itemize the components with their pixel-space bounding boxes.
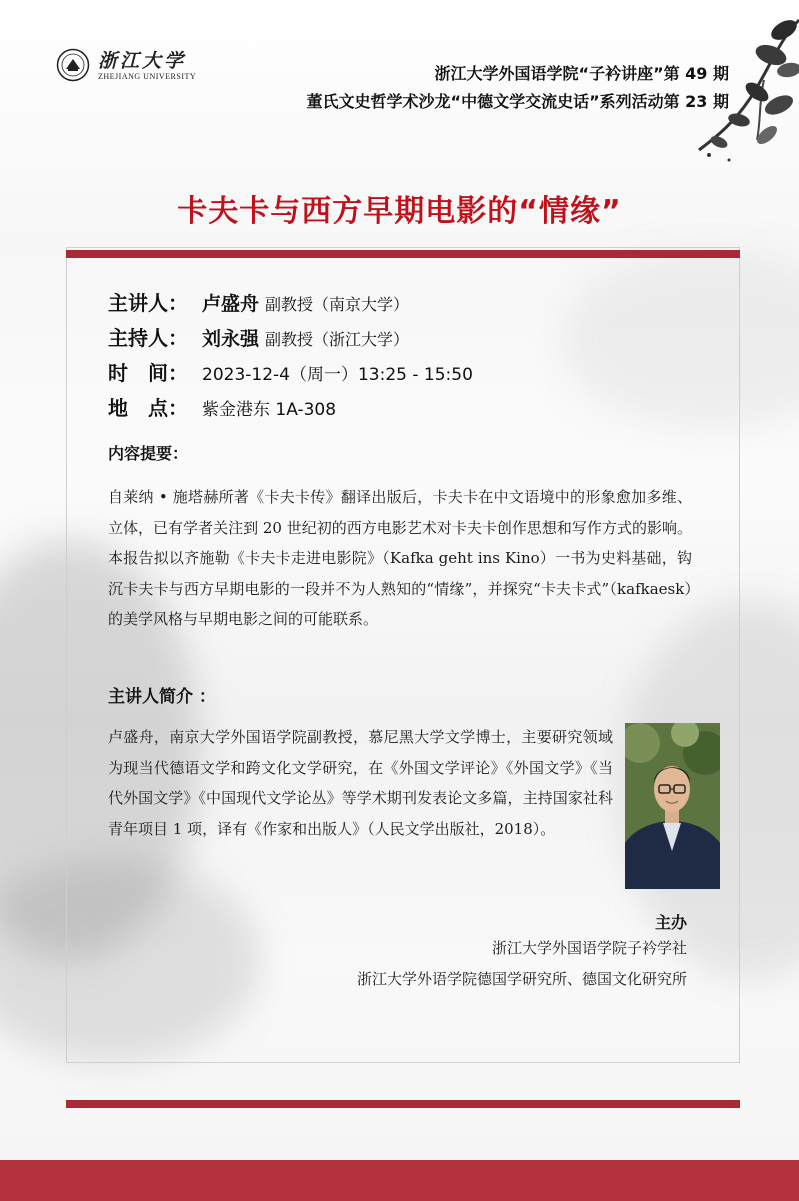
bottom-red-bar <box>66 1100 740 1108</box>
time-row <box>108 357 473 386</box>
speaker-label: 主讲人： <box>108 291 188 315</box>
zju-logo <box>56 48 196 82</box>
host-label: 主持人： <box>108 326 188 350</box>
university-seal-icon <box>56 48 90 82</box>
organizer-line-1: 浙江大学外国语学院子衿学社 <box>491 939 687 957</box>
time-value: 2023-12-4（周一）13:25 - 15:50 <box>202 365 473 385</box>
organizer-line-2: 浙江大学外语学院德国学研究所、德国文化研究所 <box>356 970 687 988</box>
series-line-2: 董氏文史哲学术沙龙“中德文学交流史话”系列活动第 23 期 <box>306 92 729 111</box>
abstract-text: 自莱纳 • 施塔赫所著《卡夫卡传》翻译出版后，卡夫卡在中文语境中的形象愈加多维、立体，已有学者关注到 20 世纪初的西方电影艺术对卡夫卡创作思想和写作方式的影响。本报告拟以齐施勒《卡夫卡走进电影院》（Kafka geht ins Kino）一书为史料基础，钩沉卡夫卡与西方早期电影的一段并不为人熟知的“情缘”，并探究“卡夫卡式”（kafkaesk）的美学风格与早期电影之间的可能联系。 <box>108 488 692 628</box>
place-label: 地 点： <box>108 396 188 420</box>
series-line-1: 浙江大学外国语学院“子衿讲座”第 49 期 <box>434 64 729 83</box>
time-label: 时 间： <box>108 361 188 385</box>
lecture-title: 卡夫卡与西方早期电影的“情缘” <box>177 194 622 229</box>
place-row <box>108 392 336 421</box>
speaker-photo <box>625 723 720 889</box>
speaker-title: 副教授（南京大学） <box>265 295 410 314</box>
speaker-name: 卢盛舟 <box>202 293 260 315</box>
abstract-heading: 内容提要： <box>108 444 189 463</box>
logo-name-en: ZHEJIANG UNIVERSITY <box>98 71 197 81</box>
host-title: 副教授（浙江大学） <box>265 330 410 349</box>
organizer-label: 主办 <box>654 913 687 932</box>
host-row <box>108 322 409 351</box>
logo-name-cn: 浙江大学 <box>98 49 187 72</box>
bio-heading: 主讲人简介 ： <box>108 687 216 707</box>
top-red-bar <box>66 250 740 258</box>
speaker-row <box>108 287 409 316</box>
bio-text: 卢盛舟，南京大学外国语学院副教授，慕尼黑大学文学博士，主要研究领域为现当代德语文学和跨文化文学研究，在《外国文学评论》《外国文学》《当代外国文学》《中国现代文学论丛》等学术期刊发表论文多篇，主持国家社科青年项目 1 项，译有《作家和出版人》（人民文学出版社，2018）。 <box>108 728 613 838</box>
place-value: 紫金港东 1A-308 <box>202 400 337 420</box>
host-name: 刘永强 <box>202 328 260 350</box>
bottom-red-band <box>0 1160 799 1201</box>
